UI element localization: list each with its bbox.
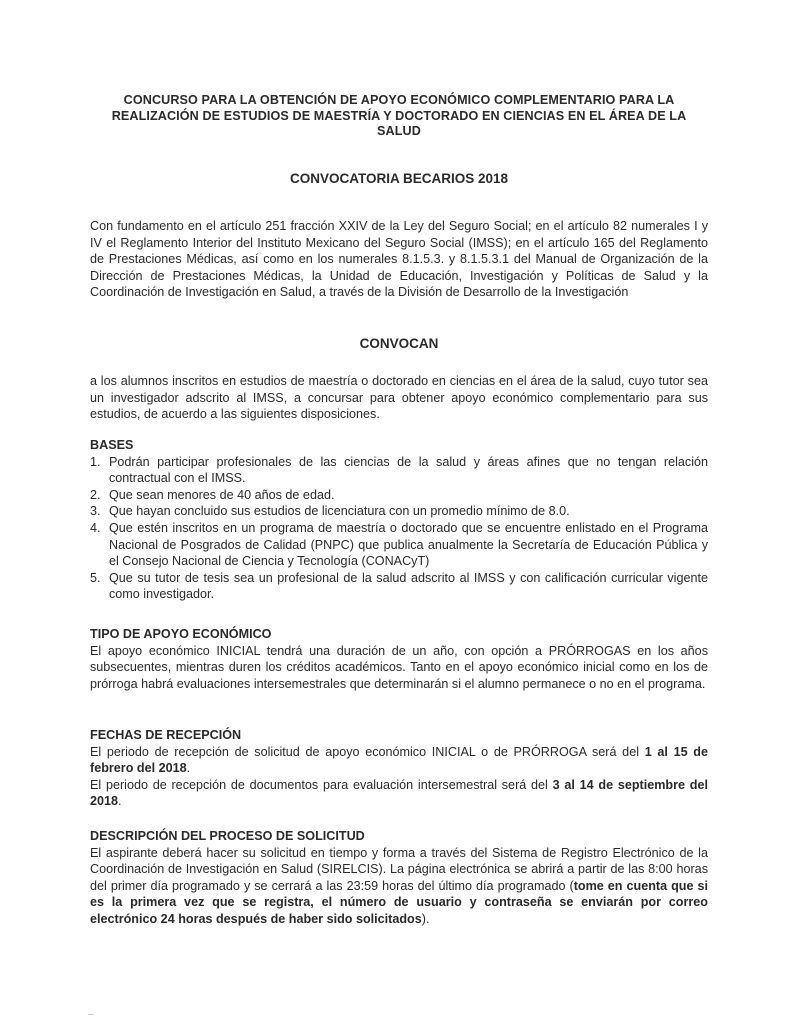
apoyo-paragraph: El apoyo económico INICIAL tendrá una duración de un año, con opción a PRÓRROGAS en los años subsecuentes, mientras duren los créditos académicos. Tanto en el apoyo económico inicial como en los de prórroga habrá evaluaciones intersemestrales que determinarán si el alumno permanece o no en el programa. [90, 643, 708, 691]
item-text: Que hayan concluido sus estudios de licenciatura con un promedio mínimo de 8.0. [109, 504, 570, 519]
list-item [90, 503, 708, 520]
item-text: Que su tutor de tesis sea un profesional de la salud adscrito al IMSS y con calificación curricular vigente como investigador. [109, 570, 708, 602]
item-number: 5. [90, 570, 101, 585]
fechas-heading: FECHAS DE RECEPCIÓN [90, 728, 242, 742]
item-number: 2. [90, 487, 101, 502]
apoyo-section [90, 626, 708, 692]
item-text: Que sean menores de 40 años de edad. [109, 487, 335, 502]
fechas-punct: . [186, 761, 191, 776]
item-text: Que estén inscritos en un programa de maestría o doctorado que se encuentre enlistado en el Programa Nacional de Posgrados de Calidad (PNPC) que publica anualmente la Secretaría de Educación Pública y el Consejo Nacional de Ciencia y Tecnología (CONACyT) [109, 520, 708, 569]
fechas-paragraph-intersemestral [90, 777, 708, 810]
fechas-date-range: 1 al 15 de febrero del 2018 [90, 744, 708, 776]
fechas-text: El periodo de recepción de solicitud de apoyo económico INICIAL o de PRÓRROGA será del [90, 744, 645, 759]
fechas-section [90, 727, 708, 810]
scan-mark [88, 1014, 94, 1015]
title-line: REALIZACIÓN DE ESTUDIOS DE MAESTRÍA Y DOCTORADO EN CIENCIAS EN EL ÁREA DE LA [111, 108, 687, 123]
descripcion-text: El aspirante deberá hacer su solicitud en tiempo y forma a través del Sistema de Registro Electrónico de la Coordinación de Investigación en Salud (SIRELCIS). La página electrónica se abrirá a partir de las 8:00 horas del primer día programado y se cerrará a las 23:59 horas del último día programado ( [90, 845, 708, 893]
title-line: CONCURSO PARA LA OBTENCIÓN DE APOYO ECONÓMICO COMPLEMENTARIO PARA LA [123, 93, 675, 107]
descripcion-heading: DESCRIPCIÓN DEL PROCESO DE SOLICITUD [90, 829, 365, 843]
descripcion-paragraph [90, 845, 708, 928]
descripcion-note: tome en cuenta que si es la primera vez que se registra, el número de usuario y contraseña se enviarán por correo electrónico 24 horas después de haber sido solicitados [90, 878, 708, 926]
item-text: Podrán participar profesionales de las ciencias de la salud y áreas afines que no tengan relación contractual con el IMSS. [109, 454, 708, 486]
document-subtitle: CONVOCATORIA BECARIOS 2018 [289, 171, 509, 186]
item-number: 1. [90, 454, 101, 469]
intro-paragraph: Con fundamento en el artículo 251 fracción XXIV de la Ley del Seguro Social; en el artículo 82 numerales I y IV el Reglamento Interior del Instituto Mexicano del Seguro Social (IMSS); en el artículo 165 del Reglamento de Prestaciones Médicas, así como en los numerales 8.1.5.3. y 8.1.5.3.1 del Manual de Organización de la Dirección de Prestaciones Médicas, la Unidad de Educación, Investigación y Políticas de Salud y la Coordinación de Investigación en Salud, a través de la División de Desarrollo de la Investigación [90, 219, 708, 300]
fechas-paragraph-inicial [90, 744, 708, 777]
descripcion-punct: ). [421, 911, 430, 926]
document-title [90, 93, 708, 140]
list-item [90, 520, 708, 570]
bases-list [90, 454, 708, 603]
item-number: 3. [90, 504, 101, 519]
apoyo-heading: TIPO DE APOYO ECONÓMICO [90, 627, 272, 641]
fechas-punct: . [118, 794, 122, 809]
list-item [90, 487, 708, 504]
descripcion-section [90, 828, 708, 928]
fechas-date-range: 3 al 14 de septiembre del 2018 [90, 777, 708, 809]
bases-section [90, 437, 708, 603]
title-line: SALUD [377, 124, 421, 138]
convocan-heading: CONVOCAN [359, 336, 439, 351]
fechas-text: El periodo de recepción de documentos para evaluación intersemestral será del [90, 777, 553, 792]
list-item [90, 454, 708, 487]
convocan-paragraph: a los alumnos inscritos en estudios de maestría o doctorado en ciencias en el área de la salud, cuyo tutor sea un investigador adscrito al IMSS, a concursar para obtener apoyo económico complementario para sus estudios, de acuerdo a las siguientes disposiciones. [90, 374, 708, 422]
item-number: 4. [90, 520, 101, 535]
list-item [90, 570, 708, 603]
bases-heading: BASES [90, 438, 134, 452]
